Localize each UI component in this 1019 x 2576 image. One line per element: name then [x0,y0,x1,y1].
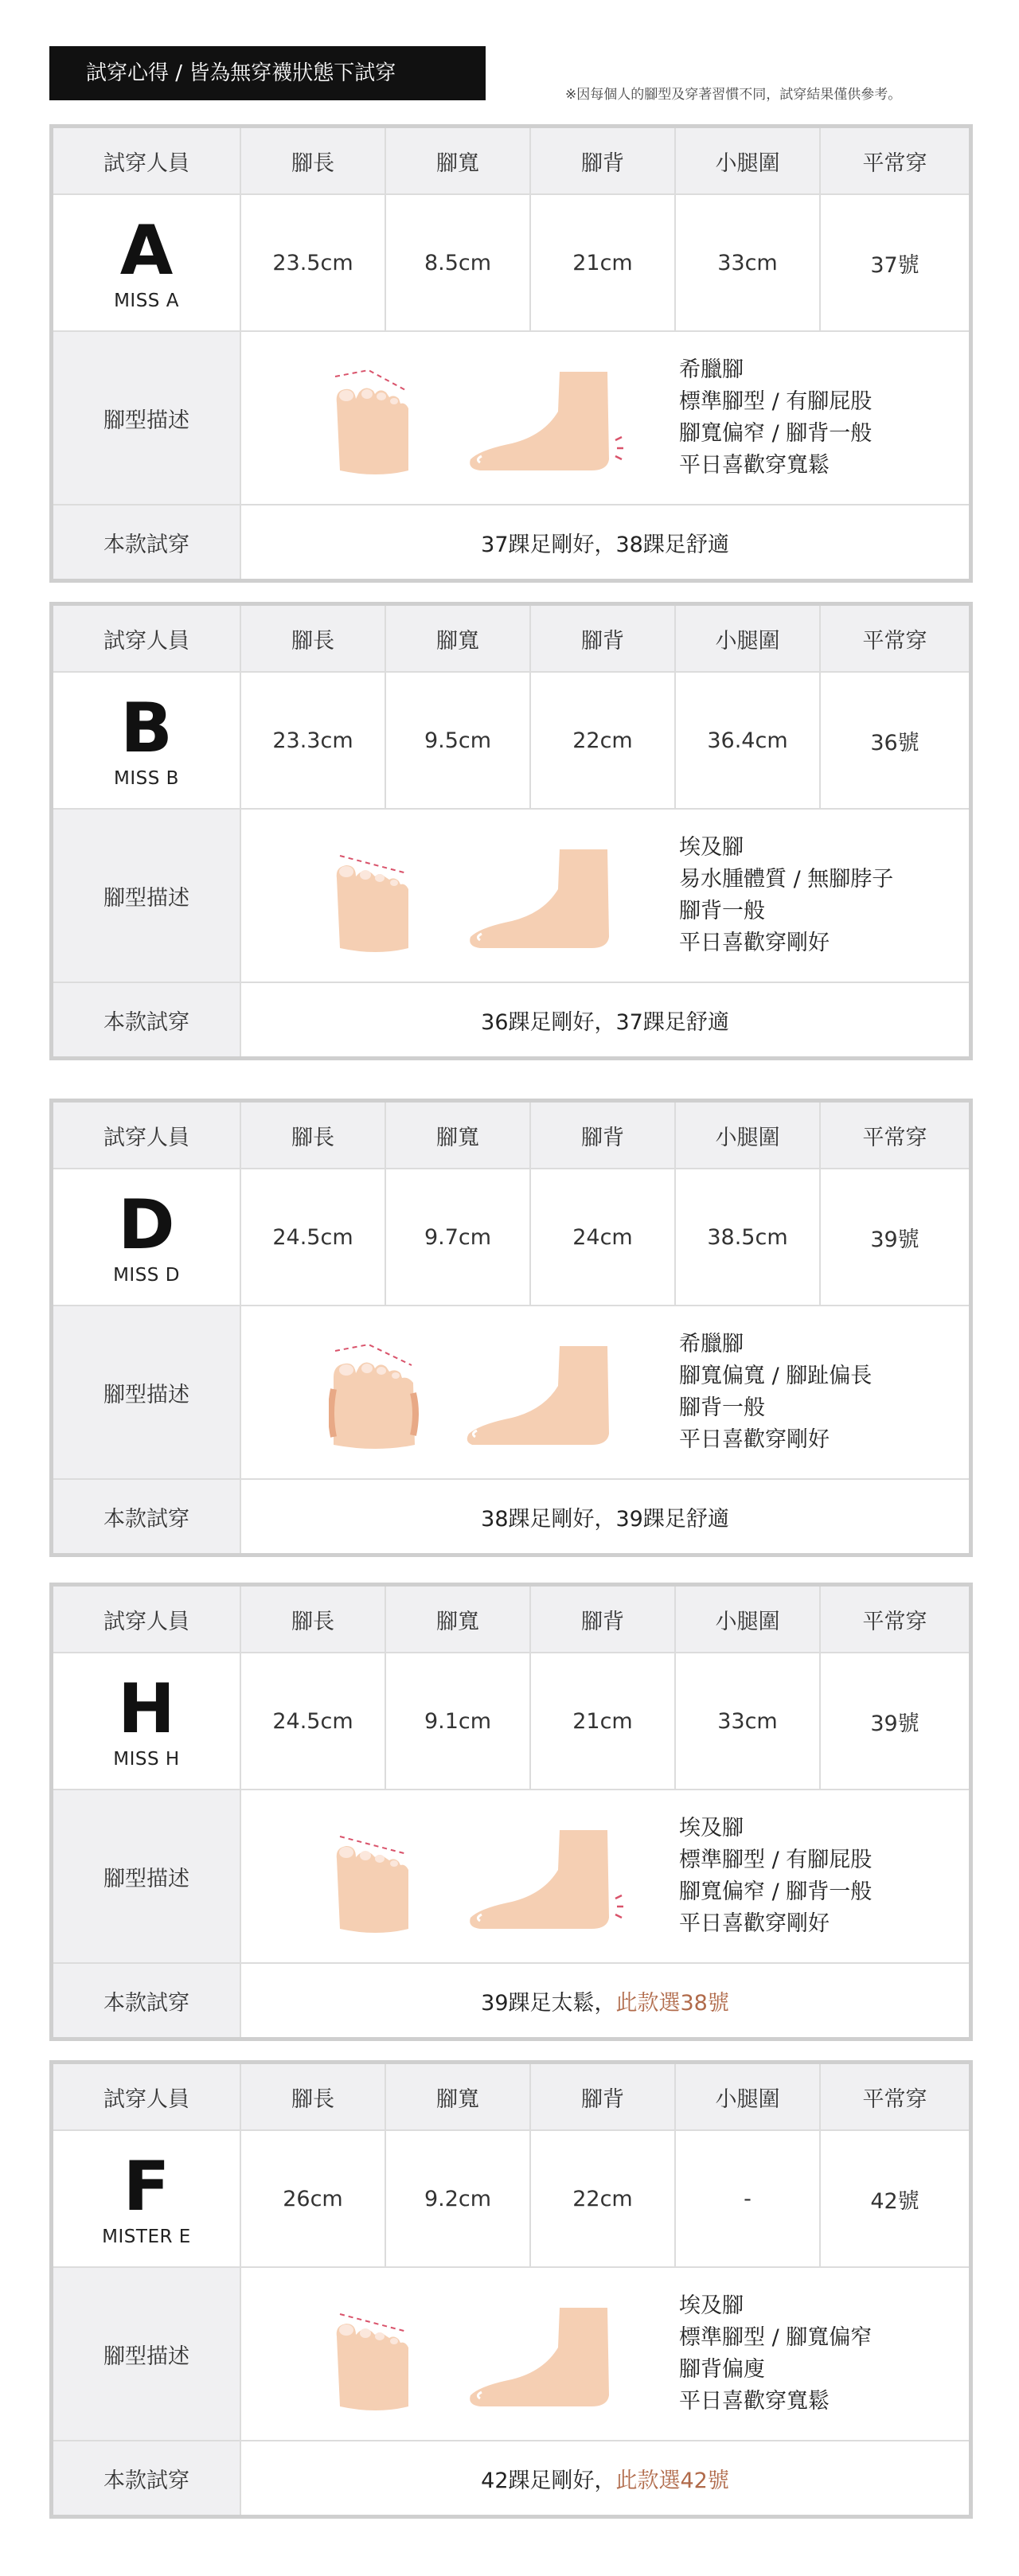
description-text [679,2290,872,2418]
instep-value: 22cm [531,673,676,808]
col-header-calf: 小腿圍 [676,606,821,671]
page-title: 試穿心得 / 皆為無穿襪狀態下試穿 [49,46,486,100]
desc-label: 腳型描述 [53,332,241,504]
foot-description [241,1306,969,1478]
foot-description-row [53,332,969,505]
desc-line: 平日喜歡穿剛好 [679,1911,830,1936]
instep-value: 21cm [531,1653,676,1789]
fitting-result [241,505,969,579]
col-header-calf: 小腿圍 [676,2064,821,2129]
header-row [53,1103,969,1169]
foot-width-value: 9.5cm [386,673,531,808]
desc-line: 平日喜歡穿剛好 [679,1427,830,1452]
try-label: 本款試穿 [53,1964,241,2037]
foot-description [241,332,969,504]
foot-length-value: 26cm [241,2131,386,2266]
col-header-tester: 試穿人員 [53,1587,241,1652]
calf-value: 36.4cm [676,673,821,808]
usual-size-value: 39號 [870,1711,919,1736]
desc-label: 腳型描述 [53,810,241,982]
desc-line: 腳寬偏窄 / 腳背一般 [679,421,873,446]
tester-identity [53,2131,241,2266]
col-header-foot-length: 腳長 [241,2064,386,2129]
desc-line: 腳背一般 [679,899,765,923]
usual-size-value: 39號 [870,1227,919,1252]
col-header-tester: 試穿人員 [53,606,241,671]
toes-illustration [329,2295,432,2414]
header-row [53,1587,969,1653]
measurement-row [53,195,969,332]
description-text [679,354,872,482]
fitting-result-row [53,505,969,579]
description-text [679,1329,872,1456]
instep-value: 22cm [531,2131,676,2266]
foot-width-value: 8.5cm [386,195,531,330]
tester-letter: B [120,689,173,768]
desc-label: 腳型描述 [53,2268,241,2440]
header-row [53,2064,969,2131]
foot-description-row [53,810,969,983]
tester-identity [53,673,241,808]
fitting-result [241,1964,969,2037]
desc-line: 腳背偏廋 [679,2357,765,2382]
instep-value: 24cm [531,1169,676,1305]
description-text [679,832,893,959]
usual-size-value: 36號 [870,730,919,755]
desc-line: 標準腳型 / 有腳屁股 [679,389,873,414]
foot-width-value: 9.7cm [386,1169,531,1305]
side-foot-illustration [464,2300,623,2411]
fitting-result-row [53,2441,969,2515]
col-header-instep: 腳背 [531,606,676,671]
instep-value: 21cm [531,195,676,330]
tester-name: MISS A [114,291,179,311]
foot-description [241,1790,969,1962]
side-foot-illustration [464,364,623,475]
col-header-instep: 腳背 [531,2064,676,2129]
try-label: 本款試穿 [53,2441,241,2515]
tester-letter: A [119,211,174,291]
fitting-result-row [53,983,969,1056]
measurement-row [53,1169,969,1306]
tester-identity [53,1169,241,1305]
toes-illustration [329,359,432,478]
fitting-result-row [53,1480,969,1553]
col-header-tester: 試穿人員 [53,2064,241,2129]
fitting-result-text: 42踝足剛好， [481,2468,616,2493]
foot-description-row [53,1306,969,1480]
foot-length-value: 24.5cm [241,1653,386,1789]
tester-card-h [49,1583,973,2041]
tester-letter: D [118,1185,175,1265]
tester-letter: F [123,2147,170,2227]
measurement-row [53,1653,969,1790]
col-header-foot-width: 腳寬 [386,1103,531,1168]
side-foot-illustration [464,1338,623,1450]
desc-line: 腳背一般 [679,1395,765,1420]
fitting-result-text: 38踝足剛好，39踝足舒適 [481,1506,729,1532]
desc-line: 平日喜歡穿剛好 [679,931,830,955]
toes-illustration [329,1817,432,1937]
col-header-tester: 試穿人員 [53,128,241,193]
desc-line: 平日喜歡穿寬鬆 [679,2389,830,2414]
calf-value: 38.5cm [676,1169,821,1305]
tester-card-a [49,124,973,583]
col-header-usual-size: 平常穿 [821,1587,969,1652]
foot-width-value: 9.2cm [386,2131,531,2266]
calf-value: 33cm [676,1653,821,1789]
col-header-foot-length: 腳長 [241,1587,386,1652]
calf-value: - [676,2131,821,2266]
toes-illustration [329,837,432,956]
side-foot-illustration [464,1822,623,1934]
col-header-usual-size: 平常穿 [821,2064,969,2129]
disclaimer-note: ※因每個人的腳型及穿著習慣不同，試穿結果僅供參考。 [565,87,902,103]
foot-description-row [53,2268,969,2441]
col-header-tester: 試穿人員 [53,1103,241,1168]
tester-letter: H [118,1669,175,1749]
col-header-calf: 小腿圍 [676,128,821,193]
calf-value: 33cm [676,195,821,330]
fitting-result-highlight: 此款選38號 [615,1990,729,2016]
foot-description-row [53,1790,969,1964]
desc-line: 希臘腳 [679,357,744,382]
tester-name: MISS H [113,1749,180,1770]
header-row [53,606,969,673]
col-header-usual-size: 平常穿 [821,128,969,193]
col-header-foot-length: 腳長 [241,128,386,193]
fitting-result [241,2441,969,2515]
col-header-foot-length: 腳長 [241,1103,386,1168]
usual-size-value: 37號 [870,252,919,278]
tester-identity [53,195,241,330]
desc-line: 易水腫體質 / 無腳脖子 [679,867,894,892]
col-header-instep: 腳背 [531,1587,676,1652]
foot-length-value: 23.5cm [241,195,386,330]
tester-card-d [49,1099,973,1557]
measurement-row [53,673,969,810]
col-header-instep: 腳背 [531,1103,676,1168]
tester-identity [53,1653,241,1789]
col-header-usual-size: 平常穿 [821,1103,969,1168]
tester-name: MISTER E [102,2227,191,2247]
fitting-result [241,1480,969,1553]
col-header-usual-size: 平常穿 [821,606,969,671]
fitting-result-highlight: 此款選42號 [615,2468,729,2493]
tester-card-f [49,2060,973,2519]
col-header-calf: 小腿圍 [676,1587,821,1652]
desc-line: 平日喜歡穿寬鬆 [679,453,830,478]
try-label: 本款試穿 [53,983,241,1056]
tester-card-b [49,602,973,1060]
col-header-calf: 小腿圍 [676,1103,821,1168]
foot-length-value: 24.5cm [241,1169,386,1305]
try-label: 本款試穿 [53,505,241,579]
header-row [53,128,969,195]
col-header-foot-width: 腳寬 [386,2064,531,2129]
desc-line: 標準腳型 / 有腳屁股 [679,1848,873,1872]
foot-length-value: 23.3cm [241,673,386,808]
foot-width-value: 9.1cm [386,1653,531,1789]
tester-name: MISS D [113,1265,180,1286]
col-header-foot-width: 腳寬 [386,128,531,193]
side-foot-illustration [464,841,623,953]
desc-label: 腳型描述 [53,1306,241,1478]
foot-description [241,810,969,982]
fitting-result-text: 36踝足剛好，37踝足舒適 [481,1009,729,1035]
col-header-foot-length: 腳長 [241,606,386,671]
fitting-result-text: 39踝足太鬆， [481,1990,616,2016]
desc-line: 腳寬偏寬 / 腳趾偏長 [679,1364,873,1388]
desc-label: 腳型描述 [53,1790,241,1962]
desc-line: 埃及腳 [679,2293,744,2318]
desc-line: 埃及腳 [679,835,744,860]
desc-line: 腳寬偏窄 / 腳背一般 [679,1879,873,1904]
fitting-result [241,983,969,1056]
fitting-result-row [53,1964,969,2037]
col-header-instep: 腳背 [531,128,676,193]
description-text [679,1813,872,1940]
fitting-result-text: 37踝足剛好，38踝足舒適 [481,532,729,557]
desc-line: 埃及腳 [679,1816,744,1840]
desc-line: 希臘腳 [679,1332,744,1356]
measurement-row [53,2131,969,2268]
usual-size-value: 42號 [870,2188,919,2214]
foot-description [241,2268,969,2440]
col-header-foot-width: 腳寬 [386,1587,531,1652]
col-header-foot-width: 腳寬 [386,606,531,671]
tester-name: MISS B [114,768,179,789]
try-label: 本款試穿 [53,1480,241,1553]
toes-illustration [329,1333,432,1453]
desc-line: 標準腳型 / 腳寬偏窄 [679,2325,873,2350]
